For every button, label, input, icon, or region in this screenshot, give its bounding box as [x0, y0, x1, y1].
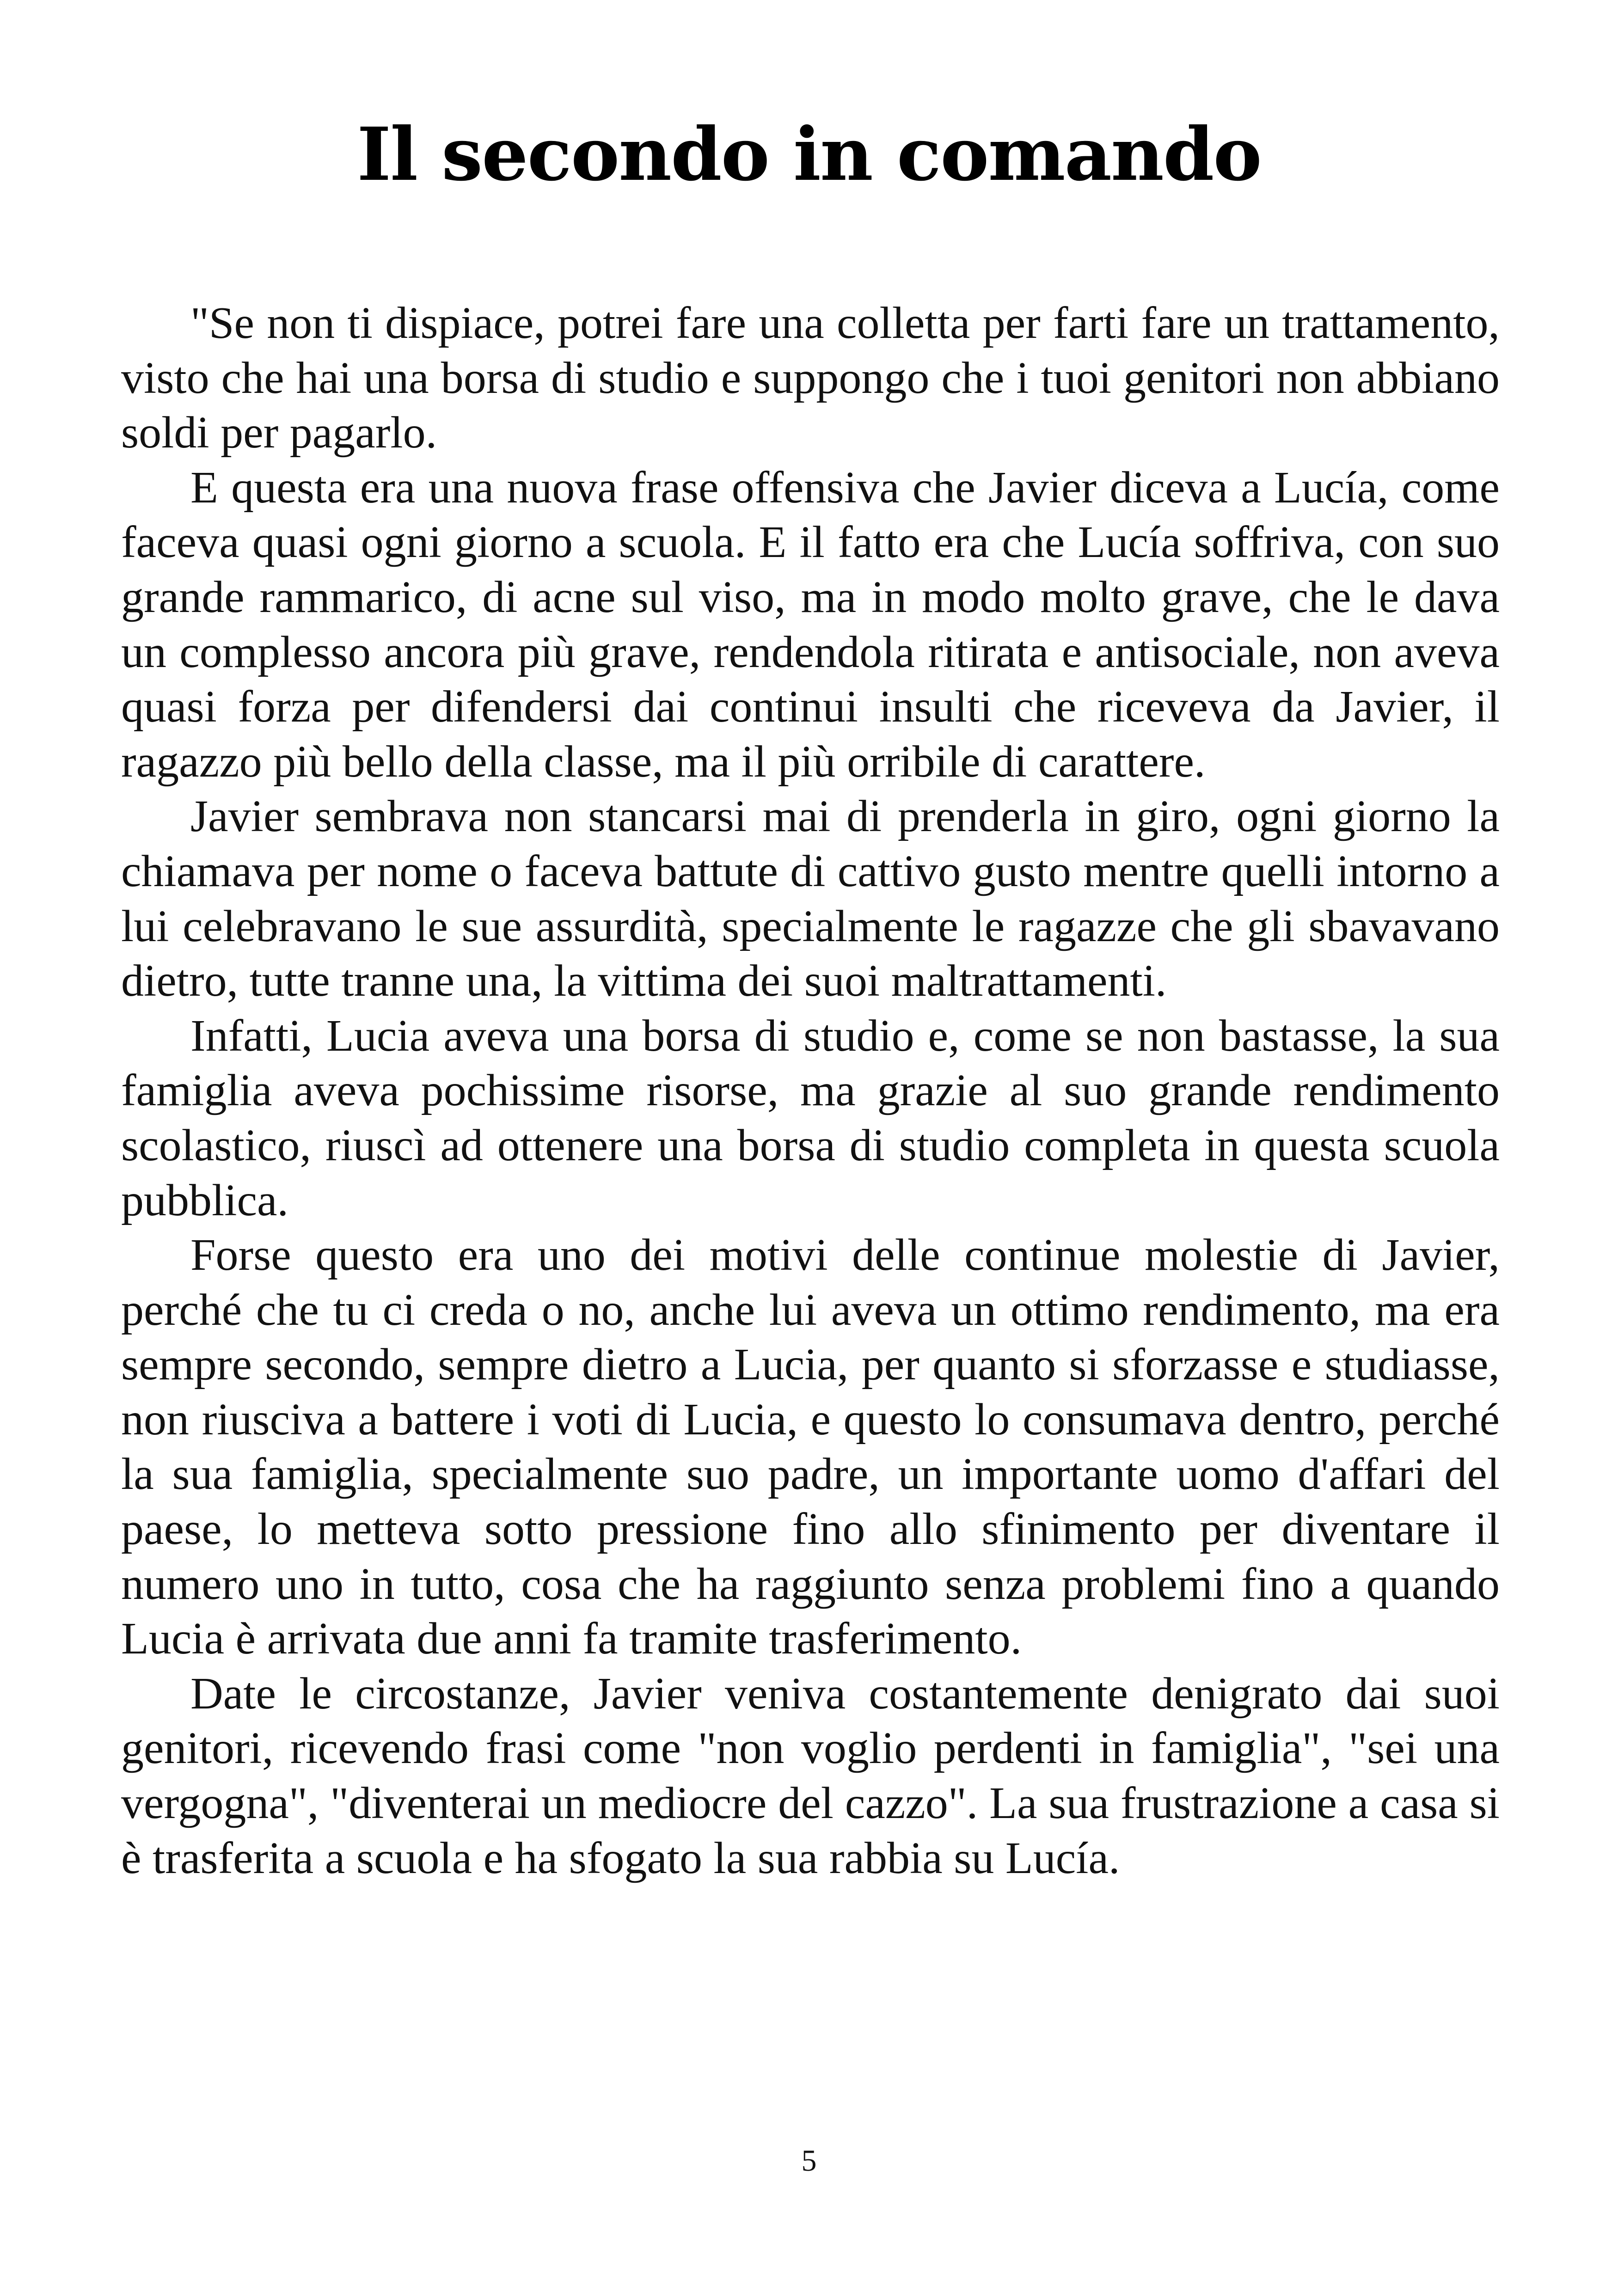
paragraph: "Se non ti dispiace, potrei fare una colletta per farti fare un trattamento, visto che hai una borsa di studio e suppongo che i tuoi genitori non abbiano soldi per pagarlo. [121, 298, 1500, 458]
paragraph: Javier sembrava non stancarsi mai di prenderla in giro, ogni giorno la chiamava per nome o faceva battute di cattivo gusto mentre quelli intorno a lui celebravano le sue assurdità, specialmente le ragazze che gli sbavavano dietro, tutte tranne una, la vittima dei suoi maltrattamenti. [121, 791, 1500, 1006]
paragraph: Forse questo era uno dei motivi delle continue molestie di Javier, perché che tu ci creda o no, anche lui aveva un ottimo rendimento, ma era sempre secondo, sempre dietro a Lucia, per quanto si sforzasse e studiasse, non riusciva a battere i voti di Lucia, e questo lo consumava dentro, perché la sua famiglia, specialmente suo padre, un importante uomo d'affari del paese, lo metteva sotto pressione fino allo sfinimento per diventare il numero uno in tutto, cosa che ha raggiunto senza problemi fino a quando Lucia è arrivata due anni fa tramite trasferimento. [121, 1230, 1500, 1664]
chapter-body [121, 296, 1500, 1886]
page-number: 5 [801, 2144, 817, 2178]
paragraph: E questa era una nuova frase offensiva che Javier diceva a Lucía, come faceva quasi ogni giorno a scuola. E il fatto era che Lucía soffriva, con suo grande rammarico, di acne sul viso, ma in modo molto grave, che le dava un complesso ancora più grave, rendendola ritirata e antisociale, non aveva quasi forza per difendersi dai continui insulti che riceveva da Javier, il ragazzo più bello della classe, ma il più orribile di carattere. [121, 462, 1500, 787]
chapter-title: Il secondo in comando [357, 112, 1261, 197]
paragraph: Date le circostanze, Javier veniva costantemente denigrato dai suoi genitori, ricevendo frasi come "non voglio perdenti in famiglia", "sei una vergogna", "diventerai un mediocre del cazzo". La sua frustrazione a casa si è trasferita a scuola e ha sfogato la sua rabbia su Lucía. [121, 1668, 1500, 1883]
paragraph: Infatti, Lucia aveva una borsa di studio e, come se non bastasse, la sua famiglia aveva pochissime risorse, ma grazie al suo grande rendimento scolastico, riuscì ad ottenere una borsa di studio completa in questa scuola pubblica. [121, 1010, 1500, 1225]
